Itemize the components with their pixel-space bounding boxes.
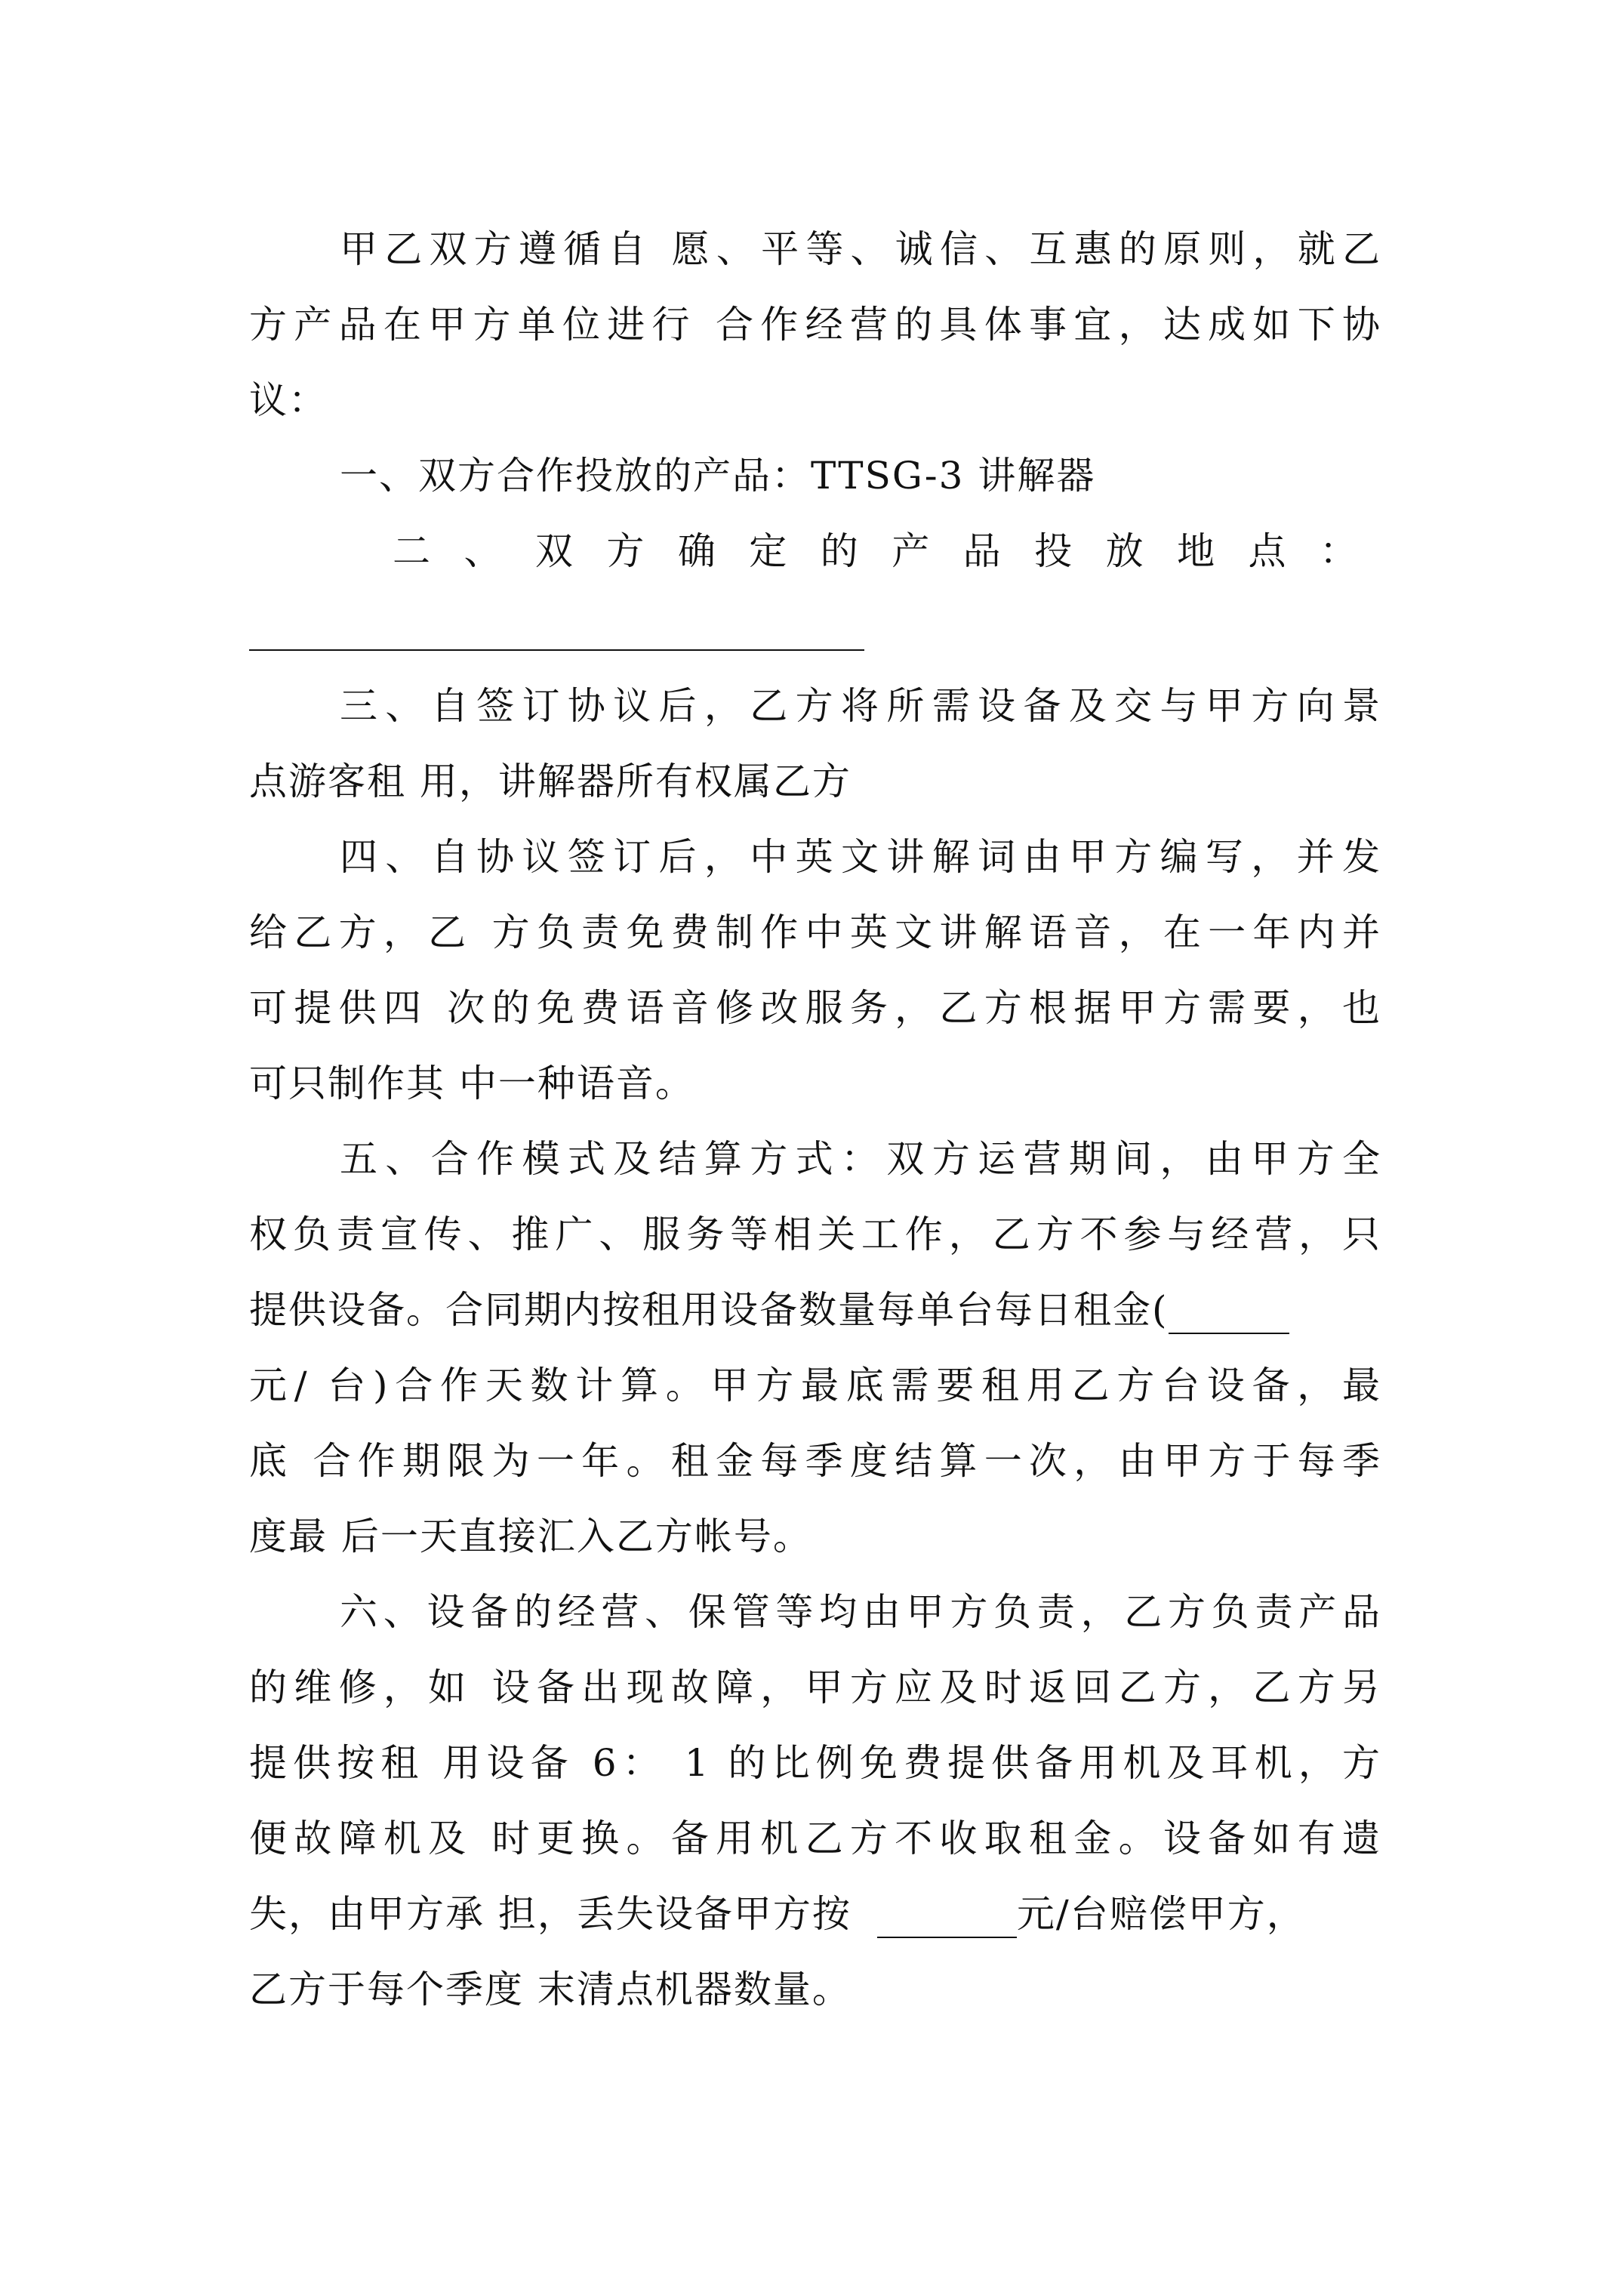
clause-3-line-2: 点游客租 用，讲解器所有权属乙方 xyxy=(249,760,852,803)
clause-6-line-4: 便故障机及 时更换。备用机乙方不收取租金。设备如有遗 xyxy=(249,1817,1381,1860)
clause-5-line-6: 度最 后一天直接汇入乙方帐号。 xyxy=(249,1515,812,1558)
clause-5-line-3-text: 提供设备。合同期内按租用设备数量每单台每日租金( xyxy=(249,1288,1169,1332)
clause-4-line-4: 可只制作其 中一种语音。 xyxy=(249,1062,694,1105)
clause-4-line-3: 可提供四 次的免费语音修改服务，乙方根据甲方需要，也 xyxy=(249,986,1381,1030)
clause-5-line-5: 底 合作期限为一年。租金每季度结算一次，由甲方于每季 xyxy=(249,1439,1381,1483)
clause-6-line-5 xyxy=(249,1891,1381,1938)
paragraph-intro-line-3: 议： xyxy=(249,378,328,422)
rent-amount-blank xyxy=(1169,1287,1289,1334)
paragraph-intro-line-2: 方产品在甲方单位进行 合作经营的具体事宜，达成如下协 xyxy=(249,303,1381,347)
clause-5-line-3 xyxy=(249,1287,1381,1334)
clause-6-line-5-text: 失，由甲方承 担，丢失设备甲方按 xyxy=(249,1892,852,1936)
clause-1-line-1: 一、双方合作投放的产品：TTSG-3 讲解器 xyxy=(340,454,1096,498)
clause-3-line-1: 三、自签订协议后，乙方将所需设备及交与甲方向景 xyxy=(340,684,1381,728)
clause-4-line-2: 给乙方，乙 方负责免费制作中英文讲解语音，在一年内并 xyxy=(249,911,1381,954)
clause-5-line-2: 权负责宣传、推广、服务等相关工作，乙方不参与经营，只 xyxy=(249,1213,1381,1256)
clause-6-line-5-tail: 元/台赔偿甲方， xyxy=(1016,1892,1306,1936)
clause-6-line-1: 六、设备的经营、保管等均由甲方负责，乙方负责产品 xyxy=(340,1590,1381,1634)
paragraph-intro-line-1: 甲乙双方遵循自 愿、平等、诚信、互惠的原则，就乙 xyxy=(340,227,1381,271)
clause-6-line-3: 提供按租 用设备 6： 1 的比例免费提供备用机及耳机，方 xyxy=(249,1741,1381,1785)
compensation-amount-blank xyxy=(877,1891,1017,1938)
clause-2-blank-line xyxy=(249,649,864,651)
clause-5-line-1: 五、合作模式及结算方式：双方运营期间，由甲方全 xyxy=(340,1137,1381,1181)
clause-2-line-1: 二 、 双 方 确 定 的 产 品 投 放 地 点 ： xyxy=(393,529,1359,573)
clause-5-line-4: 元/ 台)合作天数计算。甲方最底需要租用乙方台设备，最 xyxy=(249,1364,1381,1407)
clause-4-line-1: 四、自协议签订后，中英文讲解词由甲方编写，并发 xyxy=(340,835,1381,879)
clause-6-line-2: 的维修，如 设备出现故障，甲方应及时返回乙方，乙方另 xyxy=(249,1666,1381,1709)
clause-6-line-6: 乙方于每个季度 末清点机器数量。 xyxy=(249,1968,852,2011)
